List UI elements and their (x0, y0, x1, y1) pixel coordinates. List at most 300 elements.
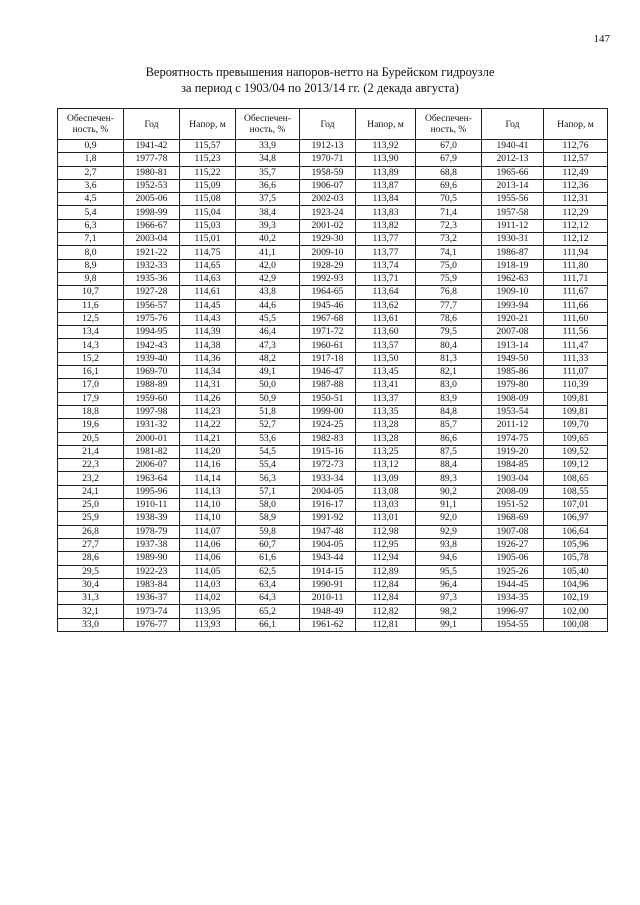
table-cell: 6,3 (58, 219, 124, 232)
table-cell: 1987-88 (300, 379, 356, 392)
table-cell: 111,60 (544, 312, 608, 325)
table-cell: 2001-02 (300, 219, 356, 232)
table-row (58, 366, 608, 379)
table-cell: 55,4 (236, 459, 300, 472)
table-row (58, 272, 608, 285)
table-cell: 20,5 (58, 432, 124, 445)
table-cell: 109,81 (544, 405, 608, 418)
table-cell: 114,06 (180, 552, 236, 565)
table-cell: 114,61 (180, 286, 236, 299)
table-cell: 113,57 (356, 339, 416, 352)
table-cell: 115,57 (180, 140, 236, 153)
table-cell: 22,3 (58, 459, 124, 472)
table-cell: 1980-81 (124, 166, 180, 179)
table-cell: 114,05 (180, 565, 236, 578)
table-cell: 114,34 (180, 366, 236, 379)
table-cell: 4,5 (58, 193, 124, 206)
table-row (58, 140, 608, 153)
table-cell: 113,77 (356, 246, 416, 259)
table-cell: 113,93 (180, 618, 236, 631)
table-cell: 111,94 (544, 246, 608, 259)
table-cell: 1978-79 (124, 525, 180, 538)
table-cell: 17,9 (58, 392, 124, 405)
table-cell: 1920-21 (482, 312, 544, 325)
table-cell: 109,12 (544, 459, 608, 472)
table-cell: 1940-41 (482, 140, 544, 153)
table-cell: 109,81 (544, 392, 608, 405)
table-cell: 45,5 (236, 312, 300, 325)
table-cell: 2012-13 (482, 153, 544, 166)
table-row (58, 326, 608, 339)
table-cell: 114,65 (180, 259, 236, 272)
table-cell: 112,98 (356, 525, 416, 538)
table-cell: 104,96 (544, 578, 608, 591)
table-cell: 46,4 (236, 326, 300, 339)
table-cell: 1988-89 (124, 379, 180, 392)
table-cell: 113,90 (356, 153, 416, 166)
table-cell: 33,9 (236, 140, 300, 153)
table-row (58, 578, 608, 591)
table-cell: 112,84 (356, 592, 416, 605)
table-cell: 114,63 (180, 272, 236, 285)
table-cell: 14,3 (58, 339, 124, 352)
table-cell: 91,1 (416, 499, 482, 512)
table-cell: 1924-25 (300, 419, 356, 432)
table-cell: 3,6 (58, 179, 124, 192)
table-cell: 61,6 (236, 552, 300, 565)
table-row (58, 312, 608, 325)
table-row (58, 618, 608, 631)
table-row (58, 525, 608, 538)
table-cell: 95,5 (416, 565, 482, 578)
table-cell: 1913-14 (482, 339, 544, 352)
table-cell: 115,08 (180, 193, 236, 206)
table-cell: 57,1 (236, 485, 300, 498)
table-cell: 1968-69 (482, 512, 544, 525)
table-row (58, 153, 608, 166)
table-cell: 113,84 (356, 193, 416, 206)
table-cell: 114,38 (180, 339, 236, 352)
table-cell: 1959-60 (124, 392, 180, 405)
table-cell: 114,43 (180, 312, 236, 325)
table-cell: 113,50 (356, 352, 416, 365)
table-cell: 1975-76 (124, 312, 180, 325)
table-cell: 1926-27 (482, 538, 544, 551)
table-cell: 1928-29 (300, 259, 356, 272)
table-cell: 113,95 (180, 605, 236, 618)
table-cell: 37,5 (236, 193, 300, 206)
table-cell: 1962-63 (482, 272, 544, 285)
table-cell: 44,6 (236, 299, 300, 312)
table-cell: 1966-67 (124, 219, 180, 232)
table-row (58, 339, 608, 352)
table-cell: 1957-58 (482, 206, 544, 219)
table-cell: 1973-74 (124, 605, 180, 618)
table-cell: 58,9 (236, 512, 300, 525)
table-cell: 12,5 (58, 312, 124, 325)
table-cell: 2004-05 (300, 485, 356, 498)
table-row (58, 379, 608, 392)
table-cell: 25,9 (58, 512, 124, 525)
table-cell: 113,08 (356, 485, 416, 498)
column-header: Год (482, 109, 544, 140)
table-cell: 1933-34 (300, 472, 356, 485)
table-cell: 1955-56 (482, 193, 544, 206)
table-cell: 105,78 (544, 552, 608, 565)
table-cell: 85,7 (416, 419, 482, 432)
table-cell: 1983-84 (124, 578, 180, 591)
table-cell: 113,01 (356, 512, 416, 525)
table-cell: 115,23 (180, 153, 236, 166)
table-cell: 92,9 (416, 525, 482, 538)
table-cell: 1943-44 (300, 552, 356, 565)
table-cell: 1974-75 (482, 432, 544, 445)
table-cell: 1934-35 (482, 592, 544, 605)
table-cell: 1964-65 (300, 286, 356, 299)
table-cell: 2000-01 (124, 432, 180, 445)
table-cell: 1976-77 (124, 618, 180, 631)
table-cell: 35,7 (236, 166, 300, 179)
table-cell: 7,1 (58, 233, 124, 246)
table-cell: 1960-61 (300, 339, 356, 352)
table-cell: 1950-51 (300, 392, 356, 405)
table-cell: 1970-71 (300, 153, 356, 166)
table-cell: 32,1 (58, 605, 124, 618)
table-cell: 1979-80 (482, 379, 544, 392)
table-cell: 42,9 (236, 272, 300, 285)
table-cell: 1919-20 (482, 445, 544, 458)
table-row (58, 565, 608, 578)
table-cell: 11,6 (58, 299, 124, 312)
column-header: Обеспечен-ность, % (416, 109, 482, 140)
table-cell: 5,4 (58, 206, 124, 219)
table-row (58, 405, 608, 418)
table-cell: 113,45 (356, 366, 416, 379)
table-row (58, 472, 608, 485)
table-cell: 114,03 (180, 578, 236, 591)
table-cell: 106,97 (544, 512, 608, 525)
table-row (58, 392, 608, 405)
table-cell: 113,35 (356, 405, 416, 418)
table-cell: 113,28 (356, 432, 416, 445)
table-cell: 1938-39 (124, 512, 180, 525)
table-cell: 26,8 (58, 525, 124, 538)
table-cell: 1925-26 (482, 565, 544, 578)
table-cell: 1981-82 (124, 445, 180, 458)
table-cell: 115,04 (180, 206, 236, 219)
table-cell: 114,26 (180, 392, 236, 405)
table-cell: 113,62 (356, 299, 416, 312)
column-header: Год (124, 109, 180, 140)
table-cell: 1984-85 (482, 459, 544, 472)
table-cell: 2008-09 (482, 485, 544, 498)
table-cell: 112,94 (356, 552, 416, 565)
table-cell: 87,5 (416, 445, 482, 458)
table-cell: 1963-64 (124, 472, 180, 485)
table-cell: 72,3 (416, 219, 482, 232)
table-cell: 1949-50 (482, 352, 544, 365)
table-cell: 114,16 (180, 459, 236, 472)
table-cell: 114,07 (180, 525, 236, 538)
table-cell: 113,41 (356, 379, 416, 392)
table-cell: 52,7 (236, 419, 300, 432)
table-cell: 40,2 (236, 233, 300, 246)
table-cell: 113,89 (356, 166, 416, 179)
table-row (58, 219, 608, 232)
table-cell: 18,8 (58, 405, 124, 418)
table-cell: 1986-87 (482, 246, 544, 259)
table-cell: 60,7 (236, 538, 300, 551)
table-cell: 8,0 (58, 246, 124, 259)
table-cell: 114,22 (180, 419, 236, 432)
page-title (0, 64, 640, 96)
table-cell: 1997-98 (124, 405, 180, 418)
table-row (58, 233, 608, 246)
table-cell: 112,76 (544, 140, 608, 153)
table-cell: 1958-59 (300, 166, 356, 179)
table-cell: 108,65 (544, 472, 608, 485)
table-cell: 113,74 (356, 259, 416, 272)
table-cell: 0,9 (58, 140, 124, 153)
table-cell: 113,61 (356, 312, 416, 325)
table-cell: 39,3 (236, 219, 300, 232)
table-row (58, 605, 608, 618)
table-cell: 53,6 (236, 432, 300, 445)
table-cell: 114,39 (180, 326, 236, 339)
table-cell: 1952-53 (124, 179, 180, 192)
table-cell: 113,87 (356, 179, 416, 192)
table-cell: 112,81 (356, 618, 416, 631)
title-line-1: Вероятность превышения напоров-нетто на Бурейском гидроузле (145, 65, 495, 79)
table-cell: 1927-28 (124, 286, 180, 299)
table-row (58, 432, 608, 445)
table-cell: 113,12 (356, 459, 416, 472)
table-cell: 1,8 (58, 153, 124, 166)
table-cell: 1967-68 (300, 312, 356, 325)
table-cell: 38,4 (236, 206, 300, 219)
table-row (58, 259, 608, 272)
table-cell: 16,1 (58, 366, 124, 379)
table-cell: 99,1 (416, 618, 482, 631)
table-cell: 113,83 (356, 206, 416, 219)
table-cell: 88,4 (416, 459, 482, 472)
table-cell: 1921-22 (124, 246, 180, 259)
table-cell: 114,10 (180, 499, 236, 512)
table-cell: 1972-73 (300, 459, 356, 472)
table-cell: 114,10 (180, 512, 236, 525)
table-cell: 27,7 (58, 538, 124, 551)
table-cell: 1951-52 (482, 499, 544, 512)
table-cell: 1995-96 (124, 485, 180, 498)
table-row (58, 512, 608, 525)
table-cell: 102,00 (544, 605, 608, 618)
table-cell: 112,31 (544, 193, 608, 206)
table-cell: 112,36 (544, 179, 608, 192)
table-cell: 82,1 (416, 366, 482, 379)
table-cell: 107,01 (544, 499, 608, 512)
table-cell: 43,8 (236, 286, 300, 299)
table-cell: 1912-13 (300, 140, 356, 153)
table-cell: 1998-99 (124, 206, 180, 219)
table-cell: 2009-10 (300, 246, 356, 259)
table-cell: 51,8 (236, 405, 300, 418)
table-cell: 112,57 (544, 153, 608, 166)
head-probability-table (57, 108, 608, 632)
table-cell: 1931-32 (124, 419, 180, 432)
table-cell: 113,25 (356, 445, 416, 458)
table-cell: 100,08 (544, 618, 608, 631)
table-cell: 96,4 (416, 578, 482, 591)
table-cell: 69,6 (416, 179, 482, 192)
table-row (58, 445, 608, 458)
table-cell: 1971-72 (300, 326, 356, 339)
table-row (58, 485, 608, 498)
table-cell: 74,1 (416, 246, 482, 259)
table-cell: 1905-06 (482, 552, 544, 565)
table-cell: 111,56 (544, 326, 608, 339)
table-cell: 112,89 (356, 565, 416, 578)
table-cell: 92,0 (416, 512, 482, 525)
table-cell: 25,0 (58, 499, 124, 512)
table-cell: 1930-31 (482, 233, 544, 246)
table-cell: 1908-09 (482, 392, 544, 405)
table-cell: 1985-86 (482, 366, 544, 379)
table-cell: 2003-04 (124, 233, 180, 246)
table-cell: 114,13 (180, 485, 236, 498)
table-cell: 75,9 (416, 272, 482, 285)
table-cell: 113,03 (356, 499, 416, 512)
table-cell: 98,2 (416, 605, 482, 618)
table-cell: 73,2 (416, 233, 482, 246)
table-row (58, 299, 608, 312)
table-cell: 66,1 (236, 618, 300, 631)
table-cell: 102,19 (544, 592, 608, 605)
table-cell: 41,1 (236, 246, 300, 259)
table-cell: 1911-12 (482, 219, 544, 232)
table-cell: 111,80 (544, 259, 608, 272)
table-cell: 19,6 (58, 419, 124, 432)
table-cell: 111,47 (544, 339, 608, 352)
table-cell: 1903-04 (482, 472, 544, 485)
table-cell: 1932-33 (124, 259, 180, 272)
table-cell: 111,67 (544, 286, 608, 299)
table-cell: 114,02 (180, 592, 236, 605)
table-cell: 1916-17 (300, 499, 356, 512)
table-cell: 1909-10 (482, 286, 544, 299)
table-cell: 1935-36 (124, 272, 180, 285)
table-cell: 114,20 (180, 445, 236, 458)
table-cell: 114,31 (180, 379, 236, 392)
table-cell: 68,8 (416, 166, 482, 179)
table-cell: 67,0 (416, 140, 482, 153)
table-cell: 1917-18 (300, 352, 356, 365)
table-cell: 1956-57 (124, 299, 180, 312)
table-cell: 112,12 (544, 233, 608, 246)
page-number: 147 (593, 33, 610, 45)
table-header-row (58, 109, 608, 140)
table-cell: 1910-11 (124, 499, 180, 512)
table-cell: 2002-03 (300, 193, 356, 206)
table-body (58, 140, 608, 632)
table-cell: 1969-70 (124, 366, 180, 379)
table-cell: 94,6 (416, 552, 482, 565)
table-cell: 67,9 (416, 153, 482, 166)
table-cell: 36,6 (236, 179, 300, 192)
table-cell: 114,45 (180, 299, 236, 312)
table-cell: 105,40 (544, 565, 608, 578)
table-cell: 108,55 (544, 485, 608, 498)
table-cell: 1906-07 (300, 179, 356, 192)
table-cell: 113,92 (356, 140, 416, 153)
table-cell: 112,82 (356, 605, 416, 618)
column-header: Обеспечен-ность, % (236, 109, 300, 140)
table-cell: 1936-37 (124, 592, 180, 605)
table-cell: 71,4 (416, 206, 482, 219)
table-row (58, 459, 608, 472)
table-cell: 83,9 (416, 392, 482, 405)
table-cell: 1945-46 (300, 299, 356, 312)
table-cell: 1982-83 (300, 432, 356, 445)
table-cell: 70,5 (416, 193, 482, 206)
table-cell: 1941-42 (124, 140, 180, 153)
table-cell: 112,49 (544, 166, 608, 179)
table-cell: 49,1 (236, 366, 300, 379)
table-cell: 59,8 (236, 525, 300, 538)
table-cell: 13,4 (58, 326, 124, 339)
table-row (58, 592, 608, 605)
table-cell: 63,4 (236, 578, 300, 591)
table-cell: 47,3 (236, 339, 300, 352)
table-cell: 1937-38 (124, 538, 180, 551)
table-cell: 30,4 (58, 578, 124, 591)
table-cell: 112,29 (544, 206, 608, 219)
table-cell: 109,65 (544, 432, 608, 445)
table-cell: 111,33 (544, 352, 608, 365)
table-cell: 9,8 (58, 272, 124, 285)
table-cell: 114,21 (180, 432, 236, 445)
table-cell: 1948-49 (300, 605, 356, 618)
table-row (58, 419, 608, 432)
table-cell: 1999-00 (300, 405, 356, 418)
title-line-2: за период с 1903/04 по 2013/14 гг. (2 декада августа) (181, 81, 459, 95)
table-cell: 58,0 (236, 499, 300, 512)
table-cell: 1923-24 (300, 206, 356, 219)
table-cell: 78,6 (416, 312, 482, 325)
column-header: Напор, м (180, 109, 236, 140)
table-cell: 1965-66 (482, 166, 544, 179)
table-cell: 81,3 (416, 352, 482, 365)
table-cell: 17,0 (58, 379, 124, 392)
table-cell: 109,70 (544, 419, 608, 432)
column-header: Обеспечен-ность, % (58, 109, 124, 140)
table-cell: 1929-30 (300, 233, 356, 246)
table-cell: 76,8 (416, 286, 482, 299)
table-cell: 1904-05 (300, 538, 356, 551)
table-cell: 64,3 (236, 592, 300, 605)
table-cell: 1992-93 (300, 272, 356, 285)
table-cell: 113,64 (356, 286, 416, 299)
table-row (58, 352, 608, 365)
table-cell: 89,3 (416, 472, 482, 485)
table-cell: 56,3 (236, 472, 300, 485)
table-row (58, 193, 608, 206)
table-cell: 34,8 (236, 153, 300, 166)
table-cell: 106,64 (544, 525, 608, 538)
table-cell: 1961-62 (300, 618, 356, 631)
table-cell: 1939-40 (124, 352, 180, 365)
table-cell: 1953-54 (482, 405, 544, 418)
table-cell: 111,66 (544, 299, 608, 312)
